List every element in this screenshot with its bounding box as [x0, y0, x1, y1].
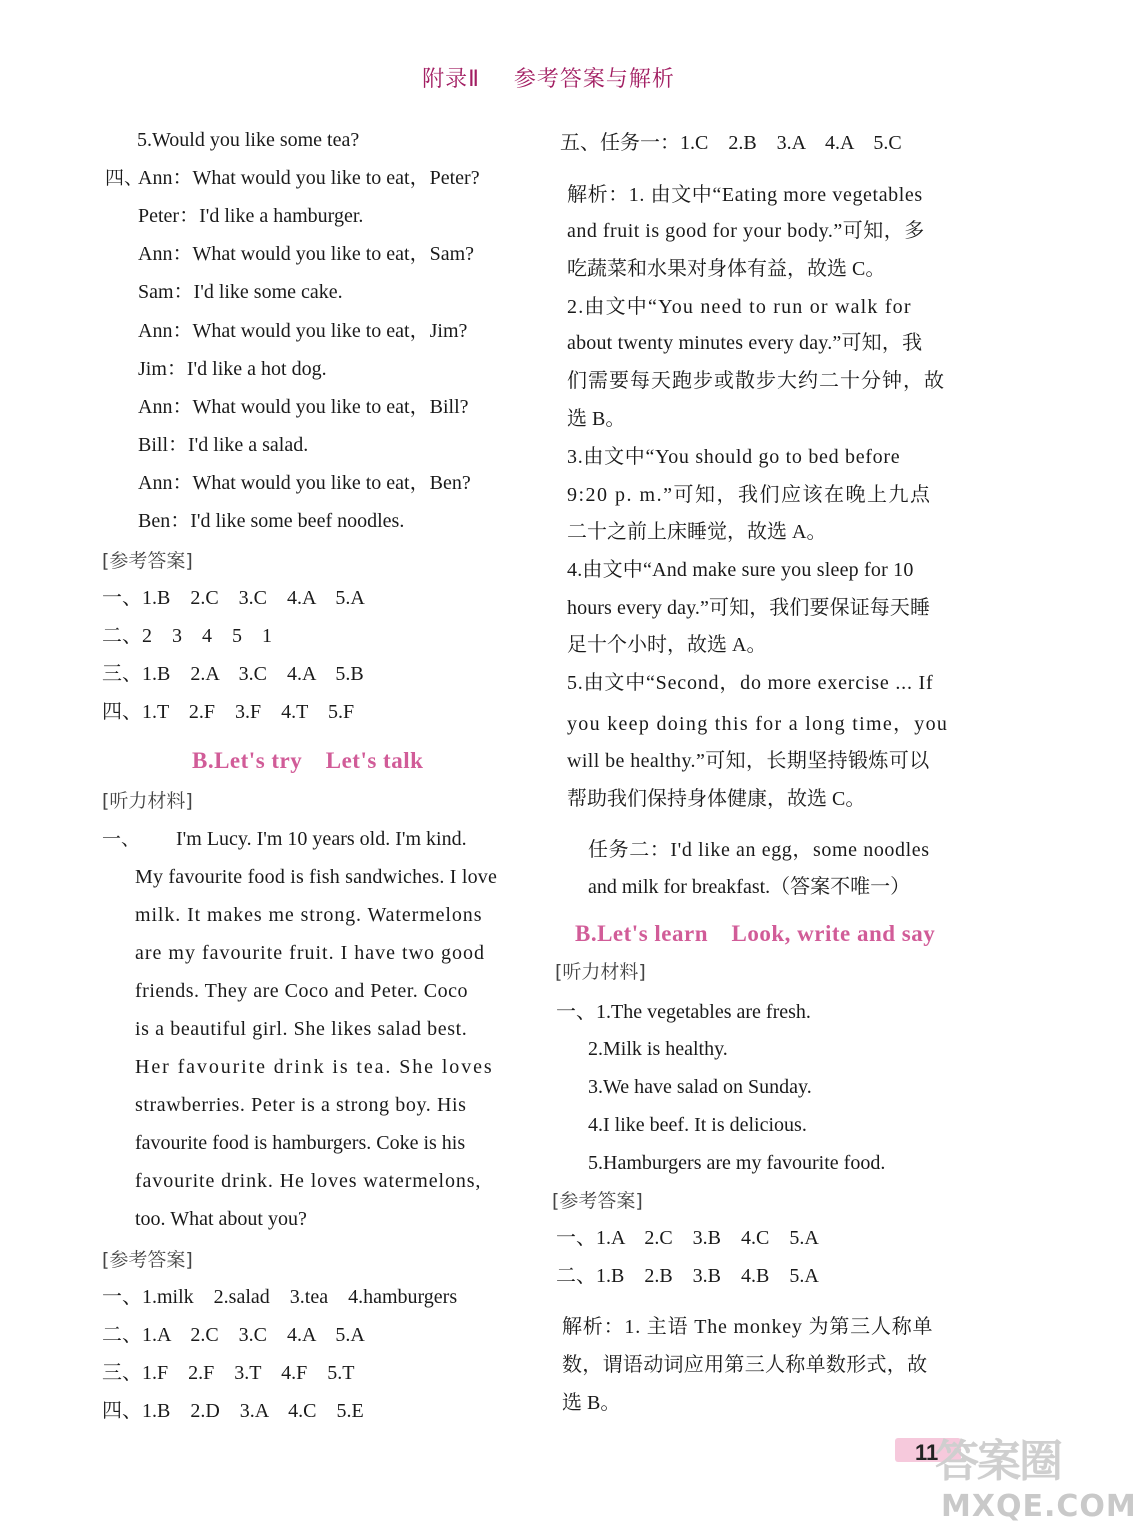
listening-line: 2.Milk is healthy. — [588, 1038, 728, 1060]
answer-line: 一、1.milk 2.salad 3.tea 4.hamburgers — [102, 1286, 458, 1308]
watermark-logo — [935, 1425, 1137, 1530]
dialog-line: Sam：I'd like some cake. — [138, 281, 343, 303]
analysis-line: 足十个小时，故选 A。 — [567, 634, 767, 656]
dialog-line: Ann：What would you like to eat，Ben? — [138, 472, 471, 494]
answer-line: 四、1.T 2.F 3.F 4.T 5.F — [102, 701, 355, 723]
analysis-line: 数，谓语动词应用第三人称单数形式，故 — [562, 1354, 928, 1376]
listening-line: 4.I like beef. It is delicious. — [588, 1114, 807, 1136]
task1-answers: 五、任务一：1.C 2.B 3.A 4.A 5.C — [560, 132, 902, 154]
passage-line: strawberries. Peter is a strong boy. His — [135, 1094, 467, 1116]
watermark-url: MXQE.COM — [941, 1489, 1137, 1524]
dialog-line: Ann：What would you like to eat，Jim? — [138, 320, 468, 342]
analysis-line: 选 B。 — [567, 408, 626, 430]
analysis-line: 帮助我们保持身体健康，故选 C。 — [567, 788, 866, 810]
section-4-label: 四、 — [105, 167, 144, 189]
passage-line: are my favourite fruit. I have two good — [135, 942, 486, 964]
task2-answer: and milk for breakfast.（答案不唯一） — [588, 876, 911, 898]
analysis-line: 选 B。 — [562, 1392, 621, 1414]
analysis-line: 解析：1. 主语 The monkey 为第三人称单 — [562, 1316, 934, 1338]
section-subheading: B.Let's learn Look, write and say — [575, 921, 936, 946]
dialog-line: Jim：I'd like a hot dog. — [138, 358, 327, 380]
dialog-line: Ann：What would you like to eat，Bill? — [138, 396, 469, 418]
dialog-line: Bill：I'd like a salad. — [138, 434, 309, 456]
answer-line: 三、1.F 2.F 3.T 4.F 5.T — [102, 1362, 355, 1384]
passage-line: too. What about you? — [135, 1208, 307, 1230]
passage-line: milk. It makes me strong. Watermelons — [135, 904, 483, 926]
answer-line: 二、2 3 4 5 1 — [102, 625, 272, 647]
listening-line: 3.We have salad on Sunday. — [588, 1076, 812, 1098]
listening-label: [听力材料] — [555, 961, 646, 983]
analysis-line: about twenty minutes every day.”可知，我 — [567, 332, 923, 354]
analysis-line: will be healthy.”可知，长期坚持锻炼可以 — [567, 750, 930, 772]
dialog-line: Ann：What would you like to eat，Peter? — [138, 167, 480, 189]
listening-line: 一、1.The vegetables are fresh. — [556, 1001, 811, 1023]
analysis-line: and fruit is good for your body.”可知，多 — [567, 220, 925, 242]
analysis-line: 们需要每天跑步或散步大约二十分钟，故 — [567, 370, 945, 392]
answer-label: [参考答案] — [102, 1249, 193, 1271]
answer-label: [参考答案] — [102, 550, 193, 572]
analysis-line: 4.由文中“And make sure you sleep for 10 — [567, 559, 914, 581]
answer-line: 三、1.B 2.A 3.C 4.A 5.B — [102, 663, 364, 685]
passage-line: favourite drink. He loves watermelons, — [135, 1170, 482, 1192]
dialog-line: Peter：I'd like a hamburger. — [138, 205, 364, 227]
section-subheading: B.Let's try Let's talk — [192, 748, 424, 773]
analysis-line: 吃蔬菜和水果对身体有益，故选 C。 — [567, 258, 886, 280]
passage-line: Her favourite drink is tea. She loves — [135, 1056, 494, 1078]
analysis-line: 5.由文中“Second，do more exercise ... If — [567, 672, 934, 694]
passage-line: favourite food is hamburgers. Coke is his — [135, 1132, 466, 1154]
listening-label: [听力材料] — [102, 790, 193, 812]
answer-label: [参考答案] — [552, 1190, 643, 1212]
analysis-line: 2.由文中“You need to run or walk for — [567, 296, 912, 318]
analysis-line: 解析：1. 由文中“Eating more vegetables — [567, 184, 923, 206]
answer-line: 四、1.B 2.D 3.A 4.C 5.E — [102, 1400, 364, 1422]
answer-line: 二、1.B 2.B 3.B 4.B 5.A — [556, 1265, 819, 1287]
analysis-line: 9:20 p. m.”可知，我们应该在晚上九点 — [567, 484, 932, 506]
answer-line: 一、1.B 2.C 3.C 4.A 5.A — [102, 587, 365, 609]
task2-answer: 任务二：I'd like an egg，some noodles — [588, 839, 930, 861]
dialog-line: Ben：I'd like some beef noodles. — [138, 510, 405, 532]
question-5: 5.Would you like some tea? — [137, 129, 360, 151]
passage-line: I'm Lucy. I'm 10 years old. I'm kind. — [176, 828, 467, 850]
dialog-line: Ann：What would you like to eat，Sam? — [138, 243, 475, 265]
analysis-line: hours every day.”可知，我们要保证每天睡 — [567, 597, 931, 619]
passage-line: My favourite food is fish sandwiches. I love — [135, 866, 498, 888]
analysis-line: you keep doing this for a long time，you — [567, 713, 949, 735]
passage-line: friends. They are Coco and Peter. Coco — [135, 980, 468, 1002]
analysis-line: 二十之前上床睡觉，故选 A。 — [567, 521, 827, 543]
passage-label: 一、 — [102, 828, 141, 850]
answer-line: 一、1.A 2.C 3.B 4.C 5.A — [556, 1227, 819, 1249]
page-header — [0, 62, 1097, 93]
answer-line: 二、1.A 2.C 3.C 4.A 5.A — [102, 1324, 365, 1346]
header-title: 参考答案与解析 — [513, 67, 675, 92]
page-number: 11 — [915, 1440, 939, 1465]
header-appendix: 附录Ⅱ — [422, 67, 480, 92]
passage-line: is a beautiful girl. She likes salad best. — [135, 1018, 468, 1040]
watermark-text: 答案圈 — [935, 1436, 1061, 1487]
listening-line: 5.Hamburgers are my favourite food. — [588, 1152, 886, 1174]
analysis-line: 3.由文中“You should go to bed before — [567, 446, 901, 468]
